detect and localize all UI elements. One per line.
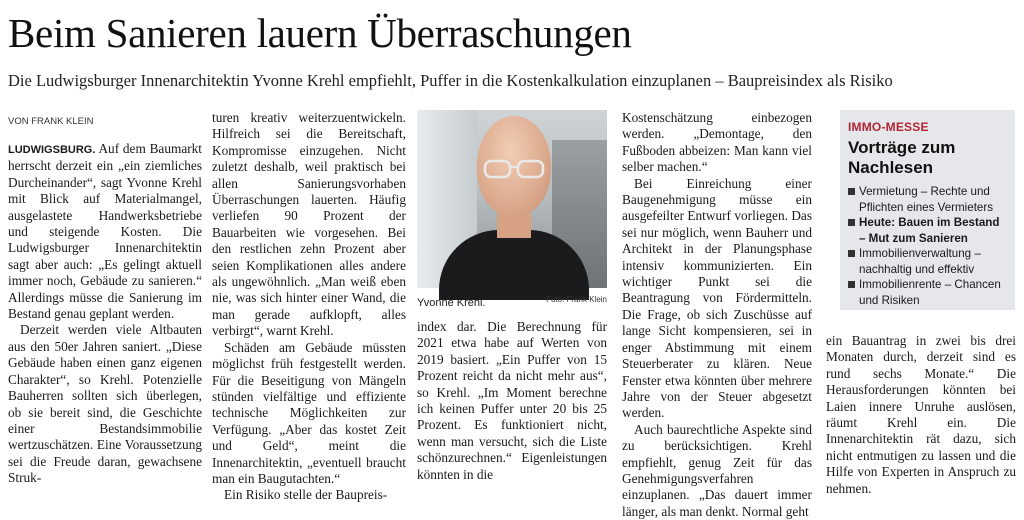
article-byline: VON FRANK KLEIN (8, 116, 94, 127)
infobox-item: Immobilienverwaltung – nachhaltig und effektiv (848, 246, 1007, 277)
paragraph: ein Bauantrag in zwei bis drei Monaten durch, derzeit sind es rund sechs Monate.“ Die Herausforderungen könnten bei Laien innere Unruhe auslösen, räumt Krehl ein. Die Innenarchitektin rät dazu, sich nicht entmutigen zu lassen und die Hilfe von Experten in Anspruch zu nehmen. (826, 333, 1016, 496)
paragraph: Bei Einreichung einer Baugenehmigung müsse ein ausgefeilter Entwurf vorliegen. Das sei nur möglich, wenn Bauherr und Architekt in der Planungsphase intensiv kommunizierten. Ein wichtiger Punkt sei die Beantragung von Fördermitteln. Die Frage, ob sich Zuschüsse auf lange Sicht kompensieren, sei in enger Abstimmung mit einem Steuerberater zu klären. Neue Fenster etwa könnten über mehrere Jahre von der Steuer abgesetzt werden. (622, 175, 812, 421)
infobox-title: Vorträge zum Nachlesen (848, 138, 956, 177)
paragraph: Auch baurechtliche Aspekte sind zu berücksichtigen. Krehl empfiehlt, genug Zeit für das Genehmigungsverfahren einzuplanen. „Das dauert immer länger, als man denkt. Normal geht (622, 421, 812, 519)
infobox-kicker: IMMO-MESSE (848, 120, 929, 134)
paragraph: Derzeit werden viele Altbauten aus den 50er Jahren saniert. „Diese Gebäude haben einen ganz eigenen Charakter“, so Krehl. Potenzielle Bauherren sollten sich überlegen, ob sie bereit sind, die Geschichte einer Bestandsimmobilie wertzuschätzen. Eine Voraussetzung sei die Freude daran, gewachsene Struk- (8, 322, 202, 486)
article-column-5 (826, 333, 1016, 496)
infobox-item: Immobilienrente – Chancen und Risiken (848, 277, 1007, 308)
article-column-3 (417, 319, 607, 482)
article-column-1 (8, 141, 202, 486)
dateline: LUDWIGSBURG. (8, 144, 96, 156)
caption-text: Yvonne Krehl. (417, 297, 486, 309)
paragraph: Auf dem Baumarkt herrscht derzeit ein „ein ziemliches Durcheinander“, sagt Yvonne Krehl mit Blick auf Materialmangel, ausgelastete Handwerksbetriebe und steigende Kosten. Die Ludwigsburger Innenarchitektin sagt aber auch: „Es gelingt aktuell immer noch, Gebäude zu sanieren.“ Allerdings müsse die Sanierung im Bestand genau geplant werden. (8, 141, 202, 322)
article-column-2 (212, 110, 406, 503)
article-subhead: Die Ludwigsburger Innenarchitektin Yvonne Krehl empfiehlt, Puffer in die Kostenkalkulation einzuplanen – Baupreisindex als Risiko (8, 71, 893, 90)
glasses-shape (479, 158, 549, 180)
photo-caption (417, 293, 607, 311)
paragraph: Schäden am Gebäude müssten möglichst früh festgestellt werden. Für die Beseitigung von Mängeln stünden vielfältige und effiziente technische Möglichkeiten zur Verfügung. „Aber das kostet Zeit und Geld“, meint die Innenarchitektin, „eventuell braucht man ein Baugutachten.“ (212, 339, 406, 486)
paragraph: turen kreativ weiterzuentwickeln. Hilfreich sei die Bereitschaft, Kompromisse einzugehen. Nicht zuletzt deshalb, weil praktisch bei allen Sanierungsvorhaben Überraschungen lauerten. Häufig verliefen 90 Prozent der Bauarbeiten wie vorgesehen. Bei den restlichen zehn Prozent aber seien Komplikationen alles andere als ungewöhnlich. „Man weiß eben nie, was sich hinter einer Wand, die man gerade aufklopft, alles verbirgt“, warnt Krehl. (212, 110, 406, 339)
infobox-item: Vermietung – Rechte und Pflichten eines Vermieters (848, 184, 1007, 215)
infobox-list (848, 184, 1007, 308)
article-column-4 (622, 110, 812, 519)
article-headline: Beim Sanieren lauern Überraschungen (8, 10, 632, 56)
infobox-immo-messe (840, 110, 1015, 310)
infobox-item-current: Heute: Bauen im Bestand – Mut zum Sanieren (848, 215, 1007, 246)
paragraph: index dar. Die Berechnung für 2021 etwa habe auf Werten von 2019 basiert. „Ein Puffer von 15 Prozent reicht da nicht mehr aus“, so Krehl. „Im Moment berechne ich keinen Puffer unter 20 bis 25 Prozent. Es funktioniert nicht, wenn man versucht, sich die Liste schönzurechnen.“ Eigenleistungen könnten in die (417, 319, 607, 482)
photo-credit: Foto: Frank Klein (546, 295, 607, 304)
paragraph: Kostenschätzung einbezogen werden. „Demontage, den Fußboden abbeizen: Man kann viel selber machen.“ (622, 110, 812, 175)
paragraph: Ein Risiko stelle der Baupreis- (224, 487, 388, 503)
portrait-photo (417, 110, 607, 288)
